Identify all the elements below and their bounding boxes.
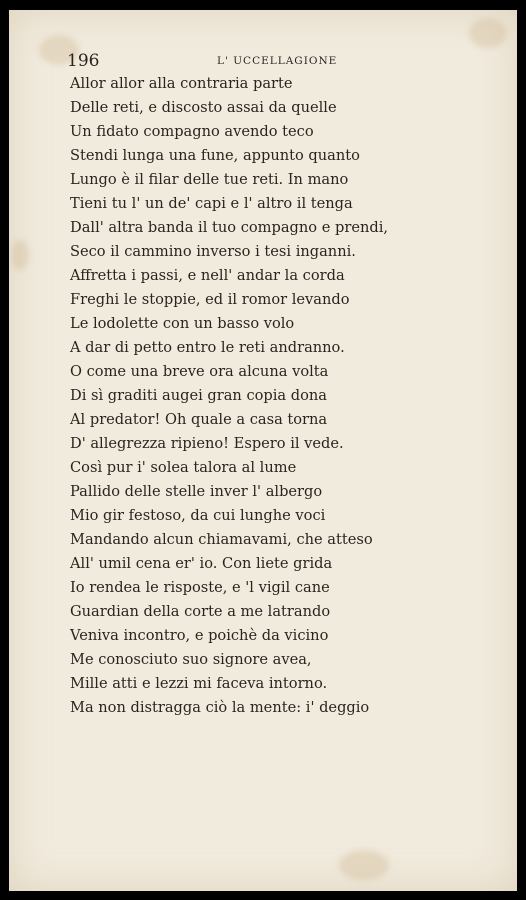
verse-line: Le lodolette con un basso volo xyxy=(70,315,295,332)
verse-line: Mio gir festoso, da cui lunghe voci xyxy=(70,507,326,524)
verse-line: All' umil cena er' io. Con liete grida xyxy=(70,555,333,572)
verse-line: Di sì graditi augei gran copia dona xyxy=(70,387,327,404)
verse-line: Stendi lunga una fune, appunto quanto xyxy=(70,147,360,164)
paper-stain xyxy=(339,850,389,880)
verse-line: A dar di petto entro le reti andranno. xyxy=(70,339,345,356)
verse-line: D' allegrezza ripieno! Espero il vede. xyxy=(70,435,344,452)
verse-line: Tieni tu l' un de' capi e l' altro il tenga xyxy=(70,195,353,212)
verse-line: Un fidato compagno avendo teco xyxy=(70,123,314,140)
paper-stain xyxy=(469,18,507,48)
verse-line: Dall' altra banda il tuo compagno e prendi, xyxy=(70,219,389,236)
verse-line: Al predator! Oh quale a casa torna xyxy=(70,411,328,428)
book-page xyxy=(9,10,517,891)
verse-line: Mille atti e lezzi mi faceva intorno. xyxy=(70,675,328,692)
verse-line: Affretta i passi, e nell' andar la corda xyxy=(70,267,345,284)
verse-line: Ma non distragga ciò la mente: i' deggio xyxy=(70,699,370,716)
verse-line: Guardian della corte a me latrando xyxy=(70,603,331,620)
verse-line: Allor allor alla contraria parte xyxy=(70,75,293,92)
page-number: 196 xyxy=(67,51,100,71)
verse-line: Pallido delle stelle inver l' albergo xyxy=(70,483,323,500)
verse-line: Così pur i' solea talora al lume xyxy=(70,459,297,476)
paper-stain xyxy=(11,240,29,270)
verse-line: Delle reti, e discosto assai da quelle xyxy=(70,99,337,116)
verse-line: Freghi le stoppie, ed il romor levando xyxy=(70,291,350,308)
verse-line: Mandando alcun chiamavami, che atteso xyxy=(70,531,373,548)
verse-line: Me conosciuto suo signore avea, xyxy=(70,651,312,668)
verse-line: Lungo è il filar delle tue reti. In mano xyxy=(70,171,349,188)
verse-line: Io rendea le risposte, e 'l vigil cane xyxy=(70,579,330,596)
verse-line: Veniva incontro, e poichè da vicino xyxy=(70,627,329,644)
poem-text xyxy=(70,72,388,720)
verse-line: O come una breve ora alcuna volta xyxy=(70,363,329,380)
running-title: L' UCCELLAGIONE xyxy=(217,55,338,67)
verse-line: Seco il cammino inverso i tesi inganni. xyxy=(70,243,356,260)
